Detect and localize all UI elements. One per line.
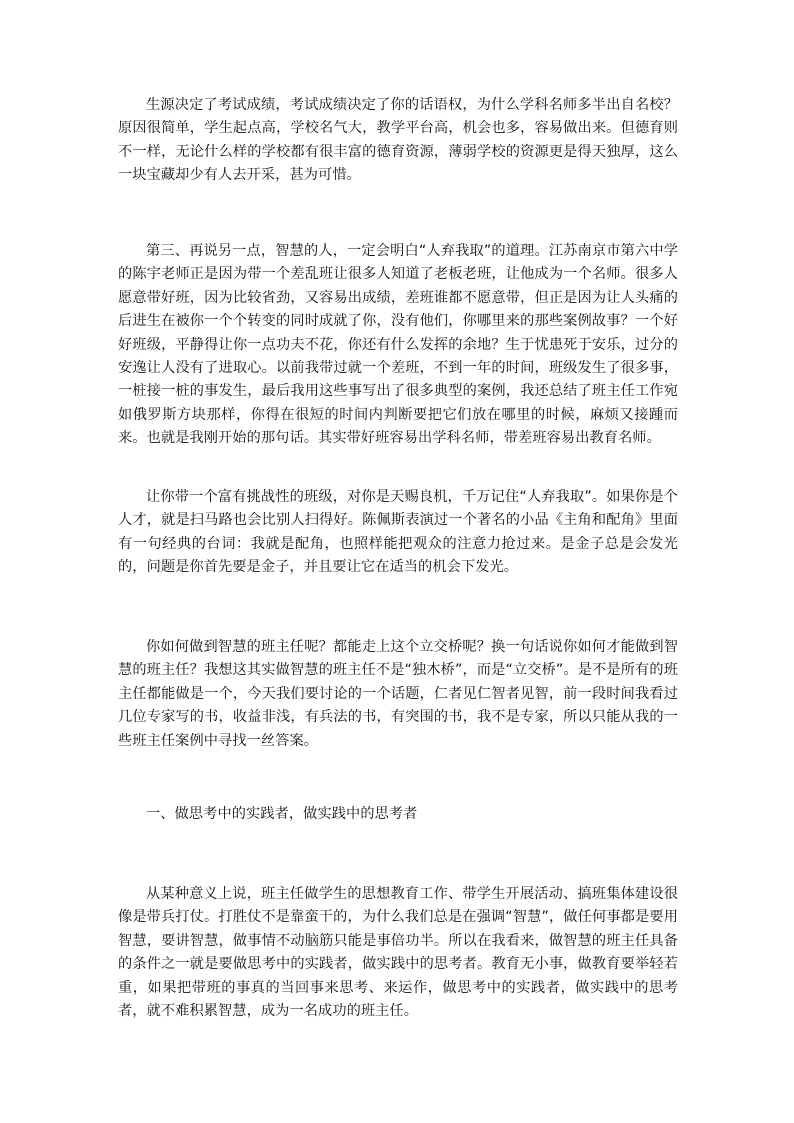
paragraph-challenging-class: 让你带一个富有挑战性的班级，对你是天赐良机，千万记住“人弃我取”。如果你是个人才，就是扫马路也会比别人扫得好。陈佩斯表演过一个著名的小品《主角和配角》里面有一句经典的台词：我就是配角，也照样能把观众的注意力抢过来。是金子总是会发光的，问题是你首先要是金子，并且要让它在适当的机会下发光。 xyxy=(118,489,678,576)
section-heading-thinker-practitioner: 一、做思考中的实践者，做实践中的思考者 xyxy=(146,806,418,822)
paragraph-wise-teacher: 你如何做到智慧的班主任呢？都能走上这个立交桥呢？换一句话说你如何才能做到智慧的班主任？我想这其实做智慧的班主任不是“独木桥”，而是“立交桥”。是不是所有的班主任都能做是一个，今天我们要讨论的一个话题，仁者见仁智者见智，前一段时间我看过几位专家写的书，收益非浅，有兵法的书，有突围的书，我不是专家，所以只能从我的一些班主任案例中寻找一丝答案。 xyxy=(118,639,678,749)
paragraph-exam-results: 生源决定了考试成绩，考试成绩决定了你的话语权，为什么学科名师多半出自名校？原因很简单，学生起点高，学校名气大，教学平台高，机会也多，容易做出来。但德育则不一样，无论什么样的学校都有很丰富的德育资源，薄弱学校的资源更是得天独厚，这么一块宝藏却少有人去开采，甚为可惜。 xyxy=(118,97,678,184)
paragraph-leading-troops: 从某种意义上说，班主任做学生的思想教育工作、带学生开展活动、搞班集体建设很像是带兵打仗。打胜仗不是靠蛮干的，为什么我们总是在强调“智慧”，做任何事都是要用智慧，要讲智慧，做事情不动脑筋只能是事倍功半。所以在我看来，做智慧的班主任具备的条件之一就是要做思考中的实践者，做实践中的思考者。教育无小事，做教育要举轻若重，如果把带班的事真的当回事来思考、来运作，做思考中的实践者，做实践中的思考者，就不难积累智慧，成为一名成功的班主任。 xyxy=(118,886,678,1020)
paragraph-ren-qi-wo-qu: 第三、再说另一点，智慧的人，一定会明白“人弃我取”的道理。江苏南京市第六中学的陈宇老师正是因为带一个差乱班让很多人知道了老板老班，让他成为一个名师。很多人愿意带好班，因为比较省劲，又容易出成绩，差班谁都不愿意带，但正是因为让人头痛的后进生在被你一个个转变的同时成就了你，没有他们，你哪里来的那些案例故事？一个好好班级，平静得让你一点功夫不花，你还有什么发挥的余地？生于忧患死于安乐，过分的安逸让人没有了进取心。以前我带过就一个差班，不到一年的时间，班级发生了很多事，一桩接一桩的事发生，最后我用这些事写出了很多典型的案例，我还总结了班主任工作宛如俄罗斯方块那样，你得在很短的时间内判断要把它们放在哪里的时候，麻烦又接踵而来。也就是我刚开始的那句话。其实带好班容易出学科名师，带差班容易出教育名师。 xyxy=(118,243,678,447)
